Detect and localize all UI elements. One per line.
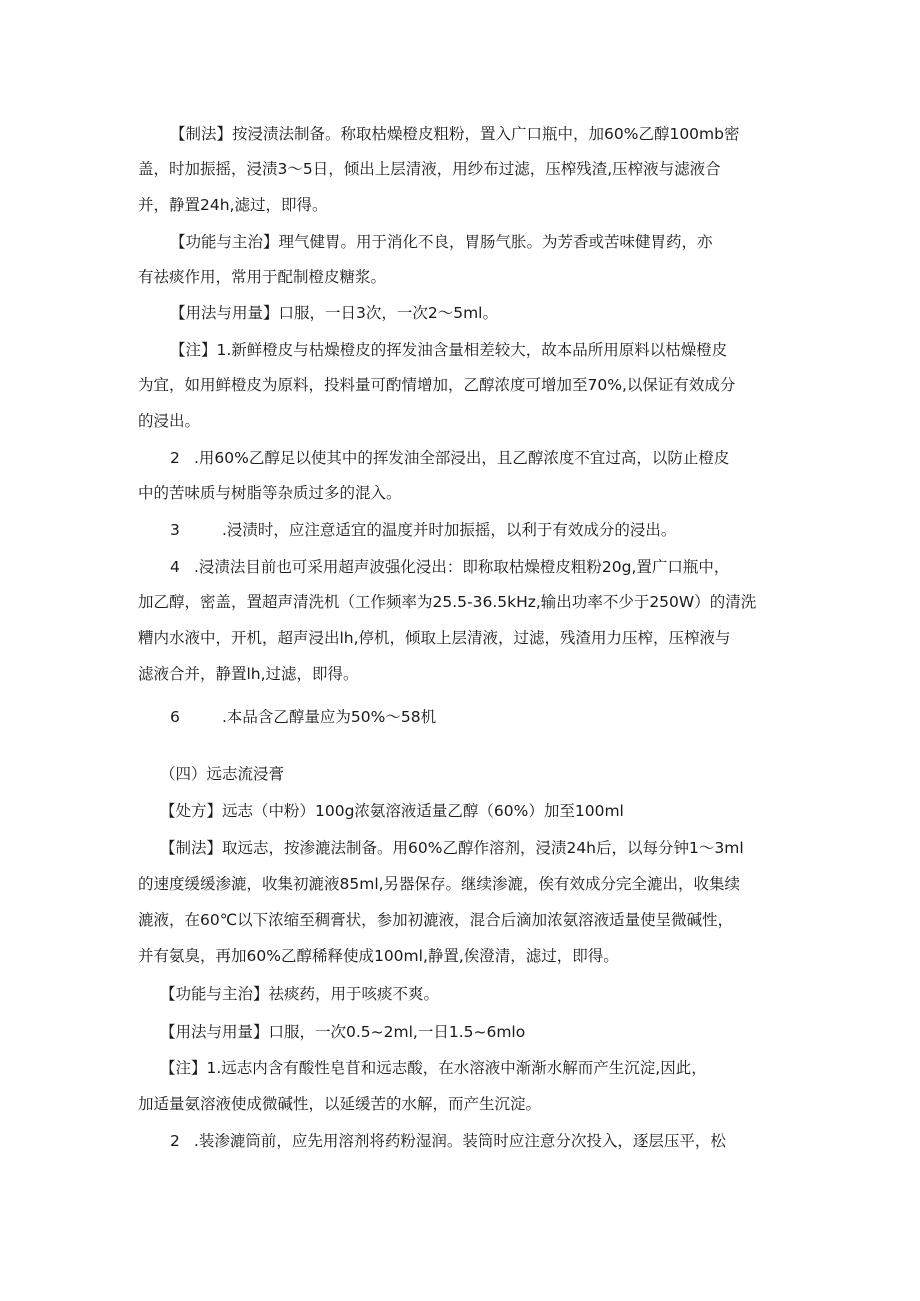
text-line: 漉液，在60℃以下浓缩至稠膏状，参加初漉液，混合后滴加浓氨溶液适量使呈微碱性， — [138, 911, 734, 929]
numbered-note — [170, 520, 798, 540]
note-number: 2 — [170, 1132, 180, 1150]
note-text: .用60%乙醇足以使其中的挥发油全部浸出，且乙醇浓度不宜过高，以防止橙皮 — [194, 449, 730, 467]
text-line: 【用法与用量】口服，一日3次，一次2～5ml。 — [170, 304, 498, 322]
text-line: 【功能与主治】祛痰药，用于咳痰不爽。 — [160, 985, 440, 1003]
note-number: 3 — [170, 521, 180, 539]
text-line: 加适量氨溶液使成微碱性，以延缓苦的水解，而产生沉淀。 — [138, 1095, 542, 1113]
note-number: 2 — [170, 449, 180, 467]
numbered-note — [170, 1131, 798, 1151]
numbered-note — [170, 557, 798, 577]
note-text: .浸渍法目前也可采用超声波强化浸出：即称取枯燥橙皮粗粉20g,置广口瓶中， — [194, 558, 730, 576]
text-line: 【注】1.新鲜橙皮与枯燥橙皮的挥发油含量相差较大，故本品所用原料以枯燥橙皮 — [170, 341, 728, 359]
text-line: 【注】1.远志内含有酸性皂苜和远志酸，在水溶液中渐渐水解而产生沉淀,因此， — [160, 1059, 707, 1077]
text-line: 糟内水液中，开机，超声浸出lh,停机，倾取上层清液，过滤，残渣用力压榨，压榨液与 — [138, 629, 731, 647]
text-line: 并，静置24h,滤过，即得。 — [138, 196, 328, 214]
text-line: 【用法与用量】口服，一次0.5~2ml,一日1.5~6mlo — [160, 1023, 526, 1041]
text-line: 【功能与主治】理气健胃。用于消化不良，胃肠气胀。为芳香或苦味健胃药，亦 — [170, 233, 713, 251]
text-line: 【处方】远志（中粉）100g浓氨溶液适量乙醇（60%）加至100ml — [160, 802, 624, 820]
text-line: 的浸出。 — [138, 412, 201, 430]
text-line: 并有氨臭，再加60%乙醇稀释使成100ml,静置,俟澄清，滤过，即得。 — [138, 947, 619, 965]
note-text: .浸渍时，应注意适宜的温度并时加振摇，以利于有效成分的浸出。 — [222, 521, 677, 539]
text-line: 为宜，如用鲜橙皮为原料，投料量可酌情增加，乙醇浓度可增加至70%,以保证有效成分 — [138, 376, 736, 394]
text-line: 有祛痰作用，常用于配制橙皮糖浆。 — [138, 268, 387, 286]
text-line: 【制法】按浸渍法制备。称取枯燥橙皮粗粉，置入广口瓶中，加60%乙醇100mb密 — [170, 125, 740, 143]
text-line: 的速度缓缓渗漉，收集初漉液85ml,另器保存。继续渗漉，俟有效成分完全漉出，收集续 — [138, 875, 741, 893]
note-number: 4 — [170, 558, 180, 576]
note-number: 6 — [170, 708, 180, 726]
text-line: 【制法】取远志，按渗漉法制备。用60%乙醇作溶剂，浸渍24h后，以每分钟1～3ml — [160, 839, 744, 857]
numbered-note — [170, 707, 798, 727]
numbered-note — [170, 448, 798, 468]
note-text: .装渗漉筒前，应先用溶剂将药粉湿润。装筒时应注意分次投入，逐层压平，松 — [194, 1132, 726, 1150]
text-line: 中的苦味质与树脂等杂质过多的混入。 — [138, 484, 402, 502]
note-text: .本品含乙醇量应为50%～58机 — [222, 708, 437, 726]
section-heading: （四）远志流浸膏 — [160, 765, 285, 783]
text-line: 滤液合并，静置lh,过滤，即得。 — [138, 665, 359, 683]
text-line: 盖，时加振摇，浸渍3～5日，倾出上层清液，用纱布过滤，压榨残渣,压榨液与滤液合 — [138, 160, 721, 178]
text-line: 加乙醇，密盖，置超声清洗机（工作频率为25.5-36.5kHz,输出功率不少于250W）的清洗 — [138, 593, 757, 611]
